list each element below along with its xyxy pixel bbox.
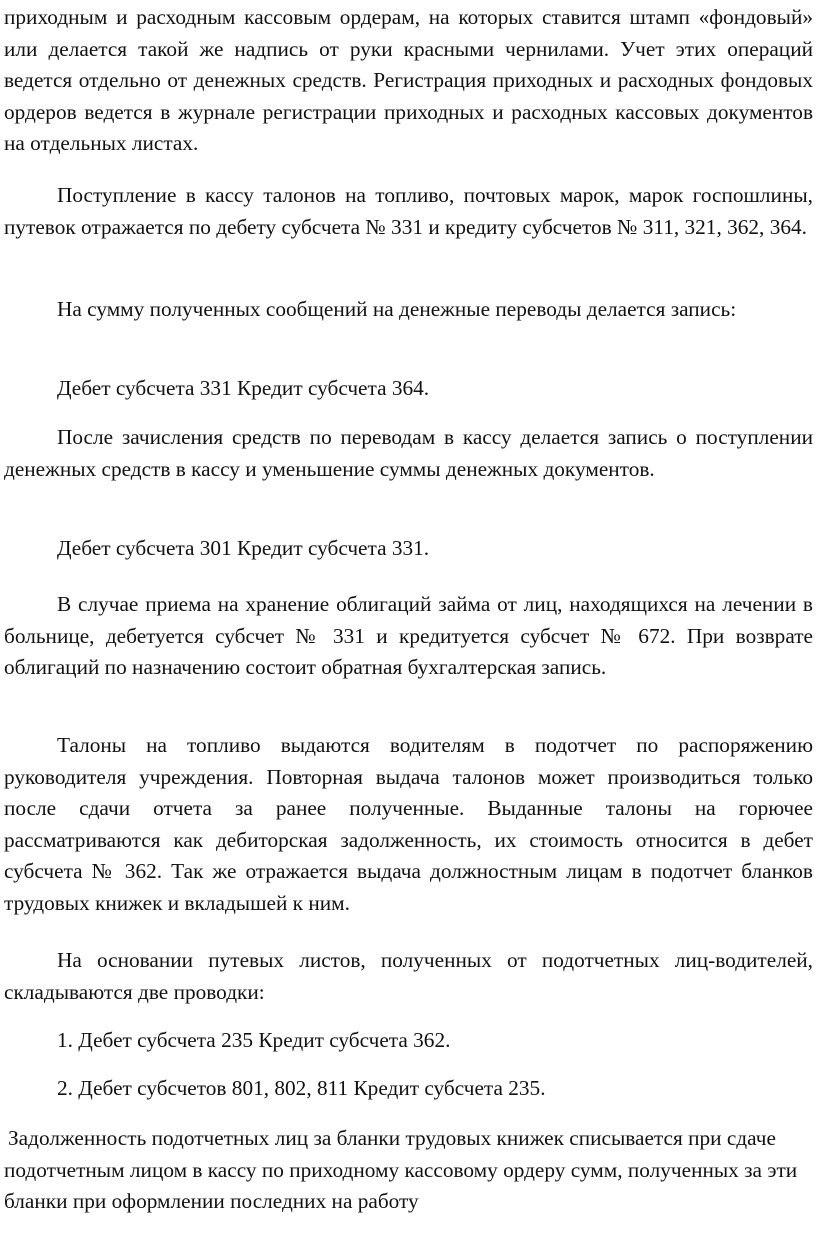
paragraph-bonds-storage: В случае приема на хранение облигаций займа от лиц, находящихся на лечении в больнице, дебетуется субсчет № 331 и кредитуется субсчет № 672. При возврате облигаций по назначению состоит обратная бухгалтерская запись.: [4, 592, 813, 679]
paragraph-fund-orders: приходным и расходным кассовым ордерам, на которых ставится штамп «фондовый» или делается такой же надпись от руки красными чернилами. Учет этих операций ведется отдельно от денежных средств. Регистрация приходных и расходных фондовых ордеров ведется в журнале регистрации приходных и расходных кассовых документов на отдельных листах.: [4, 5, 813, 155]
paragraph-waybills: На основании путевых листов, полученных от подотчетных лиц-водителей, складываются две проводки:: [4, 948, 813, 1004]
paragraph-after-transfer: После зачисления средств по переводам в кассу делается запись о поступлении денежных средств в кассу и уменьшение суммы денежных документов.: [4, 425, 813, 481]
paragraph-receipt-vouchers: Поступление в кассу талонов на топливо, почтовых марок, марок госпошлины, путевок отражается по дебету субсчета № 331 и кредиту субсчетов № 311, 321, 362, 364.: [4, 183, 813, 239]
entry-debit-301-credit-331: Дебет субсчета 301 Кредит субсчета 331.: [57, 536, 430, 560]
paragraph-money-transfers: На сумму полученных сообщений на денежные переводы делается запись:: [57, 297, 737, 321]
entry-debit-801-802-811-credit-235: 2. Дебет субсчетов 801, 802, 811 Кредит субсчета 235.: [57, 1076, 546, 1100]
paragraph-workbook-debt: Задолженность подотчетных лиц за бланки трудовых книжек списывается при сдаче подотчетным лицом в кассу по приходному кассовому ордеру сумм, полученных за эти бланки при оформлении последних на работу: [4, 1126, 798, 1213]
entry-debit-331-credit-364: Дебет субсчета 331 Кредит субсчета 364.: [57, 376, 430, 400]
entry-debit-235-credit-362: 1. Дебет субсчета 235 Кредит субсчета 362.: [57, 1028, 451, 1052]
paragraph-fuel-coupons: Талоны на топливо выдаются водителям в подотчет по распоряжению руководителя учреждения. Повторная выдача талонов может производиться только после сдачи отчета за ранее полученные. Выданные талоны на горючее рассматриваются как дебиторская задолженность, их стоимость относится в дебет субсчета № 362. Так же отражается выдача должностным лицам в подотчет бланков трудовых книжек и вкладышей к ним.: [4, 733, 813, 915]
